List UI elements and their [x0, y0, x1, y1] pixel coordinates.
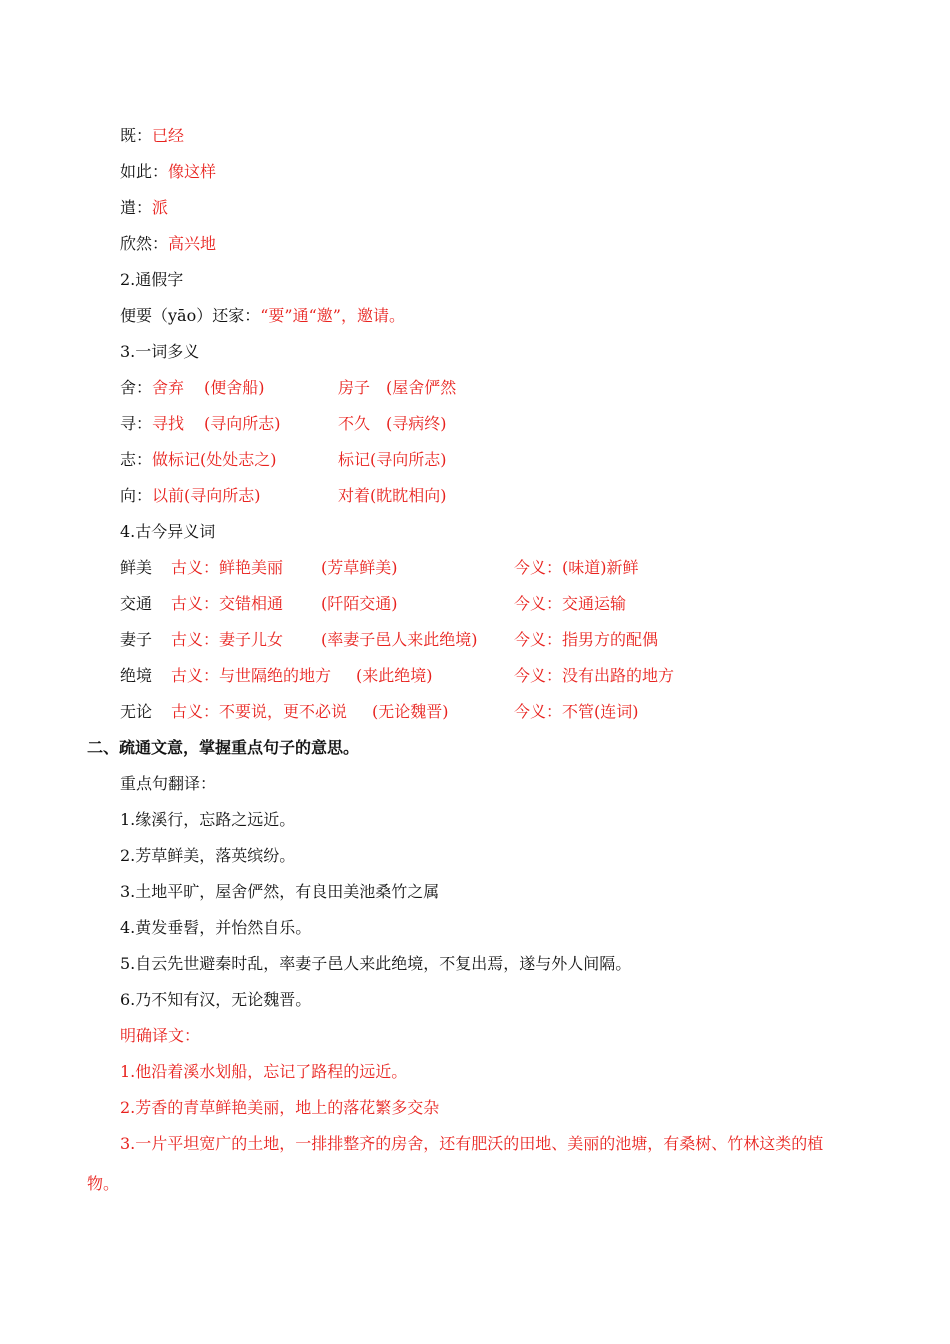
key-sentence: 1.缘溪行，忘路之远近。: [120, 810, 296, 829]
gujin-row: [120, 664, 675, 688]
gujin-word: 鲜美: [120, 558, 153, 577]
translation-subheading: 重点句翻译：: [120, 774, 217, 793]
gujin-old-meaning: 古义：不要说，更不必说: [171, 702, 348, 721]
gujin-example: (无论魏晋): [372, 702, 449, 721]
gujin-old-meaning: 古义：妻子儿女: [171, 630, 284, 649]
gujin-old-meaning: 古义：鲜艳美丽: [171, 558, 284, 577]
vocab-term: 欣然：: [120, 234, 169, 253]
polysemy-example-1: (便舍船): [204, 378, 265, 397]
vocab-term: 既：: [120, 126, 153, 145]
polysemy-meaning-2: 标记(寻向所志): [338, 450, 447, 469]
gujin-old-meaning: 古义：与世隔绝的地方: [171, 666, 332, 685]
tongjia-term: 便要（yāo）还家：: [120, 306, 261, 325]
key-sentence: 3.土地平旷，屋舍俨然，有良田美池桑竹之属: [120, 882, 440, 901]
answer-line: 2.芳香的青草鲜艳美丽，地上的落花繁多交杂: [120, 1098, 440, 1117]
gujin-example: (芳草鲜美): [321, 558, 398, 577]
polysemy-meaning-1: 寻找: [152, 414, 185, 433]
gujin-new-meaning: 今义：没有出路的地方: [514, 666, 675, 685]
polysemy-row: [120, 412, 447, 436]
gujin-word: 妻子: [120, 630, 153, 649]
gujin-row: [120, 628, 659, 652]
vocab-item: [120, 160, 216, 184]
gujin-example: (率妻子邑人来此绝境): [321, 630, 478, 649]
polysemy-meaning-1: 以前(寻向所志): [152, 486, 261, 505]
polysemy-word: 志：: [120, 450, 153, 469]
answer-line: 物。: [87, 1174, 120, 1193]
gujin-heading: 4.古今异义词: [120, 522, 216, 541]
polysemy-row: [120, 448, 447, 472]
gujin-example: (阡陌交通): [321, 594, 398, 613]
key-sentence: 5.自云先世避秦时乱，率妻子邑人来此绝境，不复出焉，遂与外人间隔。: [120, 954, 632, 973]
vocab-item: [120, 124, 184, 148]
vocab-item: [120, 196, 168, 220]
vocab-meaning: 高兴地: [168, 234, 217, 253]
gujin-new-meaning: 今义：交通运输: [514, 594, 627, 613]
polysemy-meaning-1: 做标记(处处志之): [152, 450, 277, 469]
gujin-word: 无论: [120, 702, 153, 721]
answer-line: 3.一片平坦宽广的土地，一排排整齐的房舍，还有肥沃的田地、美丽的池塘，有桑树、竹林这类的植: [120, 1134, 824, 1153]
polysemy-example-2: (寻病终): [386, 414, 447, 433]
key-sentence: 4.黄发垂髫，并怡然自乐。: [120, 918, 312, 937]
vocab-item: [120, 232, 216, 256]
vocab-meaning: 像这样: [168, 162, 217, 181]
vocab-term: 遣：: [120, 198, 153, 217]
vocab-term: 如此：: [120, 162, 169, 181]
polysemy-heading: 3.一词多义: [120, 342, 200, 361]
polysemy-example-1: (寻向所志): [204, 414, 281, 433]
tongjia-item: [120, 304, 405, 328]
polysemy-example-2: (屋舍俨然: [386, 378, 457, 397]
polysemy-word: 舍：: [120, 378, 153, 397]
gujin-new-meaning: 今义：(味道)新鲜: [514, 558, 639, 577]
gujin-word: 绝境: [120, 666, 153, 685]
gujin-new-meaning: 今义：指男方的配偶: [514, 630, 659, 649]
polysemy-word: 寻：: [120, 414, 153, 433]
section-heading: 二、疏通文意，掌握重点句子的意思。: [87, 738, 360, 757]
gujin-row: [120, 556, 639, 580]
gujin-row: [120, 700, 639, 724]
gujin-word: 交通: [120, 594, 153, 613]
gujin-new-meaning: 今义：不管(连词): [514, 702, 639, 721]
polysemy-row: [120, 376, 457, 400]
gujin-row: [120, 592, 627, 616]
answer-heading: 明确译文：: [120, 1026, 201, 1045]
key-sentence: 2.芳草鲜美，落英缤纷。: [120, 846, 296, 865]
polysemy-word: 向：: [120, 486, 153, 505]
tongjia-heading: 2.通假字: [120, 270, 184, 289]
answer-line: 1.他沿着溪水划船，忘记了路程的远近。: [120, 1062, 408, 1081]
polysemy-meaning-2: 不久: [338, 414, 371, 433]
gujin-example: (来此绝境): [356, 666, 433, 685]
polysemy-meaning-2: 对着(眈眈相向): [338, 486, 447, 505]
vocab-meaning: 已经: [152, 126, 185, 145]
vocab-meaning: 派: [152, 198, 169, 217]
polysemy-meaning-2: 房子: [338, 378, 371, 397]
gujin-old-meaning: 古义：交错相通: [171, 594, 284, 613]
key-sentence: 6.乃不知有汉，无论魏晋。: [120, 990, 312, 1009]
tongjia-explain: “要”通“邀”，邀请。: [260, 306, 405, 325]
polysemy-meaning-1: 舍弃: [152, 378, 185, 397]
polysemy-row: [120, 484, 447, 508]
